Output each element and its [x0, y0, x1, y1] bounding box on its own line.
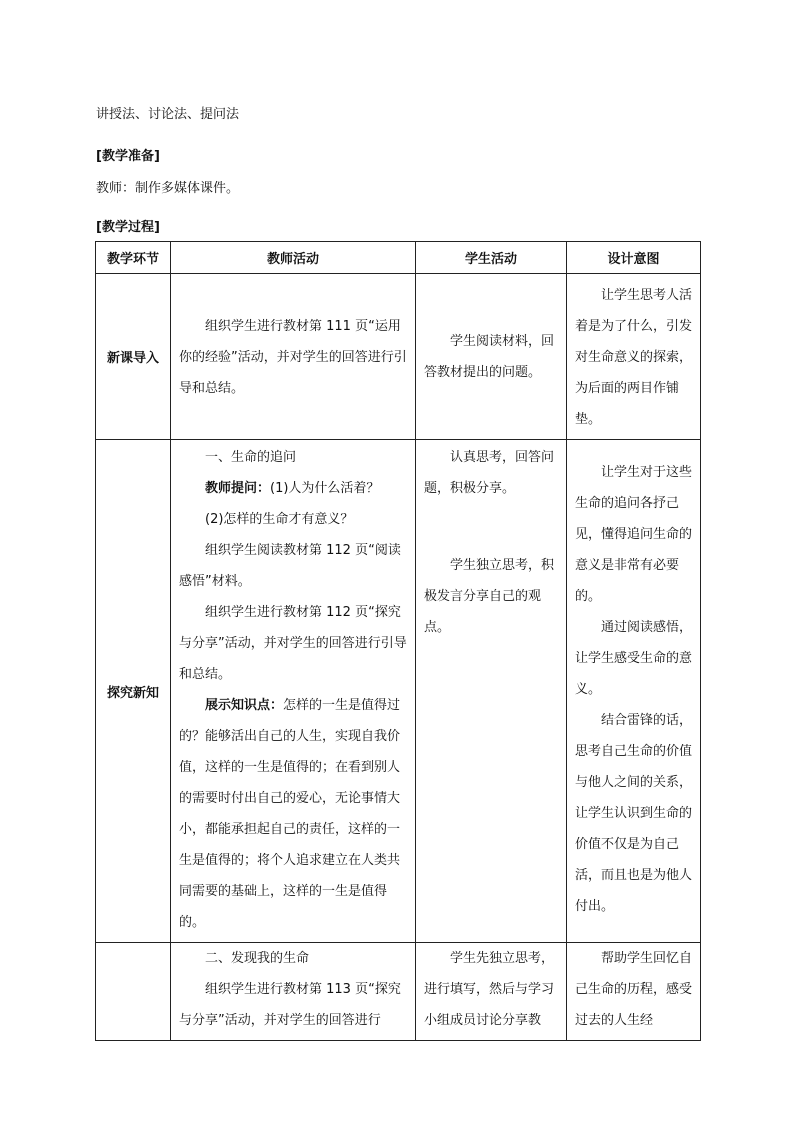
- teacher-question-line: [179, 473, 407, 504]
- teaching-methods: 讲授法、讨论法、提问法: [96, 107, 240, 122]
- student-activity-text: 认真思考，回答问题，积极分享。: [424, 450, 555, 496]
- process-heading: [教学过程]: [96, 220, 160, 235]
- student-activity-cell: [416, 440, 567, 943]
- teacher-activity-cell: [171, 440, 416, 943]
- student-activity-cell: [416, 943, 567, 1041]
- design-intent-cell: [567, 943, 701, 1041]
- student-activity-text: 学生阅读材料，回答教材提出的问题。: [424, 334, 555, 380]
- table-row: [96, 440, 701, 943]
- teacher-activity-cell: [171, 274, 416, 440]
- header-design-intent: 设计意图: [567, 242, 701, 274]
- design-intent-text: 帮助学生回忆自己生命的历程，感受过去的人生经: [575, 951, 693, 1028]
- prep-text: 教师：制作多媒体课件。: [96, 181, 240, 196]
- student-activity-text: 学生独立思考，积极发言分享自己的观点。: [424, 558, 555, 635]
- teacher-paragraph: 组织学生进行教材第 112 页“探究与分享”活动，并对学生的回答进行引导和总结。: [179, 605, 407, 682]
- table-header-row: [96, 242, 701, 274]
- knowledge-point-label: 展示知识点：: [205, 698, 284, 713]
- student-activity-text: 学生先独立思考，进行填写，然后与学习小组成员讨论分享教: [424, 951, 555, 1028]
- teacher-section-heading: 二、发现我的生命: [205, 951, 310, 966]
- header-teacher-activity: 教师活动: [171, 242, 416, 274]
- teacher-question-2: (2)怎样的生命才有意义？: [205, 512, 354, 527]
- header-stage: 教学环节: [96, 242, 171, 274]
- lesson-plan-table: [95, 241, 701, 1041]
- teacher-activity-text: 组织学生进行教材第 111 页“运用你的经验”活动，并对学生的回答进行引导和总结。: [179, 319, 407, 396]
- teacher-section-heading: 一、生命的追问: [205, 450, 297, 465]
- teacher-question-label: 教师提问：: [205, 481, 271, 496]
- design-intent-text: 结合雷锋的话，思考自己生命的价值与他人之间的关系，让学生认识到生命的价值不仅是为自己活，而且也是为他人付出。: [575, 713, 693, 914]
- teacher-paragraph: 组织学生进行教材第 113 页“探究与分享”活动，并对学生的回答进行: [179, 982, 401, 1028]
- design-intent-cell: [567, 440, 701, 943]
- student-activity-cell: [416, 274, 567, 440]
- design-intent-text: 让学生思考人活着是为了什么，引发对生命意义的探索，为后面的两目作铺垫。: [575, 288, 693, 427]
- table-row: [96, 274, 701, 440]
- table-row: [96, 943, 701, 1041]
- stage-cell: 探究新知: [96, 440, 171, 943]
- header-student-activity: 学生活动: [416, 242, 567, 274]
- design-intent-text: 让学生对于这些生命的追问各抒己见，懂得追问生命的意义是非常有必要的。: [575, 465, 693, 604]
- design-intent-cell: [567, 274, 701, 440]
- knowledge-point: [179, 690, 407, 938]
- teacher-question-1: (1)人为什么活着？: [270, 481, 380, 496]
- stage-cell: [96, 943, 171, 1041]
- prep-heading: [教学准备]: [96, 149, 160, 164]
- knowledge-point-text: 怎样的一生是值得过的？能够活出自己的人生，实现自我价值，这样的一生是值得的；在看到别人的需要时付出自己的爱心，无论事情大小，都能承担起自己的责任，这样的一生是值得的；将个人追求建立在人类共同需要的基础上，这样的一生是值得的。: [179, 698, 401, 930]
- stage-cell: 新课导入: [96, 274, 171, 440]
- teacher-paragraph: 组织学生阅读教材第 112 页“阅读感悟”材料。: [179, 543, 401, 589]
- teacher-activity-cell: [171, 943, 416, 1041]
- design-intent-text: 通过阅读感悟，让学生感受生命的意义。: [575, 620, 693, 697]
